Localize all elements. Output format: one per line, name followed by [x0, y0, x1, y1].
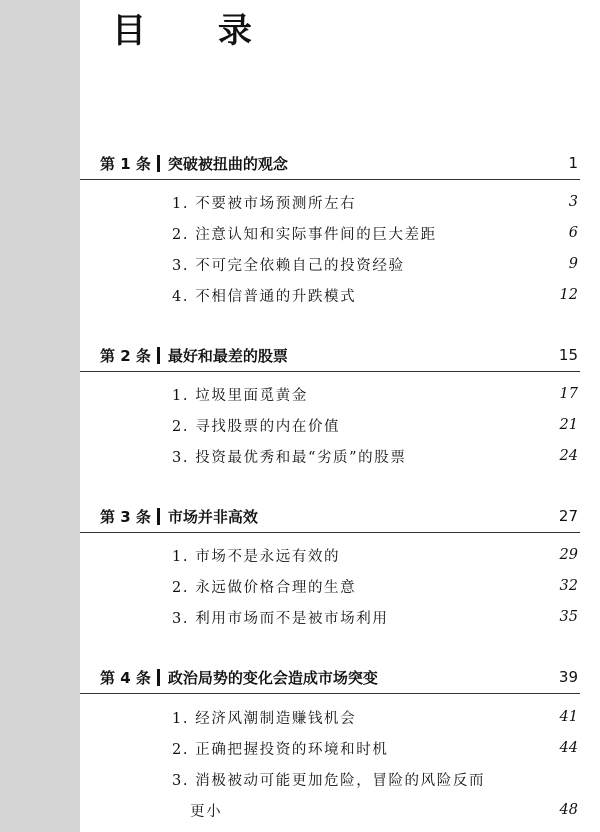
- chapter-divider-bar: [157, 508, 160, 525]
- entry-label: 1. 不要被市场预测所左右: [172, 195, 357, 212]
- chapter-title: 突破被扭曲的观念: [167, 154, 288, 173]
- chapter-title: 最好和最差的股票: [167, 346, 288, 365]
- chapter-rule: [80, 693, 580, 694]
- chapter-number: 第 2 条: [100, 346, 151, 365]
- chapter-page-number: 1: [568, 154, 578, 172]
- entry-label: 2. 正确把握投资的环境和时机: [172, 741, 389, 758]
- toc-entry-continuation[interactable]: [190, 797, 580, 823]
- entry-label: 2. 永远做价格合理的生意: [172, 579, 357, 596]
- toc-entry[interactable]: [172, 542, 580, 568]
- chapter-divider-bar: [157, 155, 160, 172]
- chapter-heading[interactable]: [80, 342, 580, 372]
- chapter-number: 第 3 条: [100, 507, 151, 526]
- toc-entry[interactable]: [172, 735, 580, 761]
- entry-label: 1. 经济风潮制造赚钱机会: [172, 710, 357, 727]
- chapter-rule: [80, 371, 580, 372]
- entry-label: 3. 利用市场而不是被市场利用: [172, 610, 389, 627]
- chapter-divider-bar: [157, 347, 160, 364]
- toc-entry[interactable]: [172, 220, 580, 246]
- chapter-page-number: 27: [558, 507, 578, 525]
- toc-entry[interactable]: [172, 189, 580, 215]
- entry-label: 4. 不相信普通的升跌模式: [172, 288, 357, 305]
- toc-entry[interactable]: [172, 282, 580, 308]
- chapter-number: 第 1 条: [100, 154, 151, 173]
- entry-page-number: 35: [559, 609, 578, 625]
- toc-entry[interactable]: [172, 704, 580, 730]
- toc-entry[interactable]: [172, 766, 580, 792]
- entry-page-number: 48: [559, 802, 578, 818]
- toc-entry[interactable]: [172, 412, 580, 438]
- entry-label: 3. 投资最优秀和最“劣质”的股票: [172, 449, 407, 466]
- page-title: 目 录: [112, 11, 282, 51]
- entry-page-number: 21: [559, 417, 578, 433]
- toc-entry[interactable]: [172, 604, 580, 630]
- chapter-heading[interactable]: [80, 150, 580, 180]
- entry-page-number: 3: [568, 194, 578, 210]
- chapter-page-number: 39: [558, 668, 578, 686]
- chapter-rule: [80, 179, 580, 180]
- chapter-heading[interactable]: [80, 664, 580, 694]
- toc-entry[interactable]: [172, 251, 580, 277]
- chapter-heading[interactable]: [80, 503, 580, 533]
- chapter-title: 市场并非高效: [167, 507, 258, 526]
- chapter-number: 第 4 条: [100, 668, 151, 687]
- entry-label: 2. 寻找股票的内在价值: [172, 418, 341, 435]
- chapter-divider-bar: [157, 669, 160, 686]
- entry-page-number: 29: [559, 547, 578, 563]
- entry-page-number: 32: [559, 578, 578, 594]
- entry-label-continuation: 更小: [190, 803, 223, 820]
- entry-page-number: 17: [559, 386, 578, 402]
- entry-label: 3. 消极被动可能更加危险，冒险的风险反而: [172, 772, 486, 789]
- entry-page-number: 9: [568, 256, 578, 272]
- toc-entry[interactable]: [172, 443, 580, 469]
- entry-page-number: 6: [568, 225, 578, 241]
- chapter-title: 政治局势的变化会造成市场突变: [167, 668, 378, 687]
- left-margin-band: [0, 0, 80, 832]
- entry-page-number: 44: [559, 740, 578, 756]
- entry-page-number: 41: [559, 709, 578, 725]
- toc-entry[interactable]: [172, 573, 580, 599]
- entry-label: 2. 注意认知和实际事件间的巨大差距: [172, 226, 437, 243]
- entry-page-number: 24: [559, 448, 578, 464]
- entry-label: 1. 市场不是永远有效的: [172, 548, 341, 565]
- entry-label: 1. 垃圾里面觅黄金: [172, 387, 308, 404]
- toc-entry[interactable]: [172, 381, 580, 407]
- chapter-page-number: 15: [558, 346, 578, 364]
- entry-label: 3. 不可完全依赖自己的投资经验: [172, 257, 405, 274]
- entry-page-number: 12: [559, 287, 578, 303]
- chapter-rule: [80, 532, 580, 533]
